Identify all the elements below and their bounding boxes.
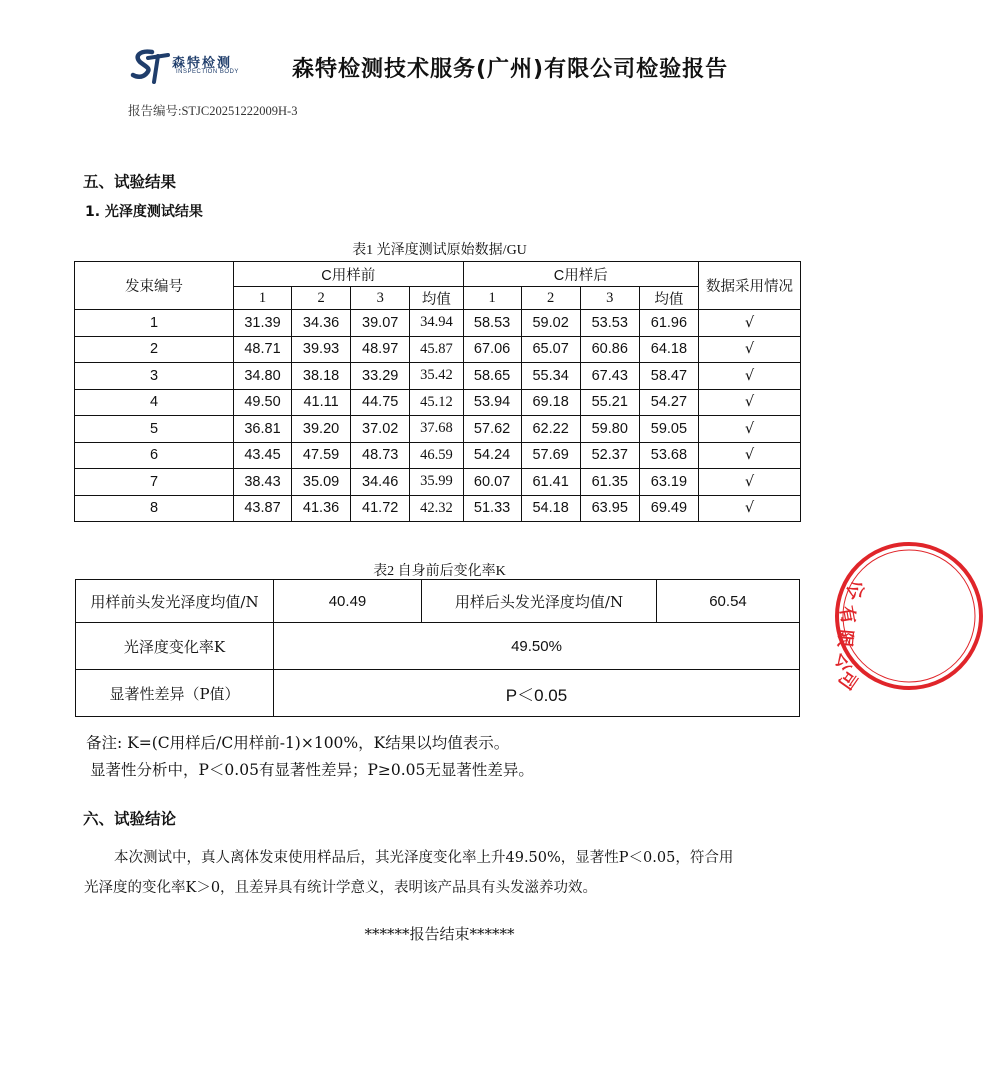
mean-cell: 63.19: [639, 469, 698, 496]
gloss-raw-data-table: [74, 261, 801, 522]
logo-text-cn: 森特检测: [172, 56, 233, 71]
value-cell: 39.20: [292, 416, 351, 443]
bundle-id-cell: 6: [75, 442, 234, 469]
k-value: 49.50%: [274, 623, 800, 670]
adopted-check-cell: √: [699, 363, 801, 390]
adopted-check-cell: √: [699, 442, 801, 469]
value-cell: 47.59: [292, 442, 351, 469]
mean-cell: 58.47: [639, 363, 698, 390]
value-cell: 54.18: [521, 495, 580, 522]
bundle-id-cell: 7: [75, 469, 234, 496]
table-row: [75, 469, 801, 496]
value-cell: 31.39: [234, 310, 292, 337]
value-cell: 58.65: [463, 363, 521, 390]
value-cell: 37.02: [351, 416, 410, 443]
bundle-id-cell: 5: [75, 416, 234, 443]
report-title: 森特检测技术服务(广州)有限公司检验报告: [292, 57, 729, 82]
header-after-group: C用样后: [463, 262, 698, 287]
value-cell: 57.69: [521, 442, 580, 469]
table-row: [75, 336, 801, 363]
p-value: P＜0.05: [274, 670, 800, 717]
value-cell: 52.37: [580, 442, 639, 469]
k-label: 光泽度变化率K: [76, 623, 274, 670]
value-cell: 48.73: [351, 442, 410, 469]
mean-cell: 59.05: [639, 416, 698, 443]
adopted-check-cell: √: [699, 416, 801, 443]
note-formula: 备注: K=(C用样后/C用样前-1)×100%，K结果以均值表示。: [86, 734, 510, 752]
subheader-before-1: 1: [234, 287, 292, 310]
value-cell: 35.09: [292, 469, 351, 496]
change-rate-table: [75, 579, 800, 717]
company-seal: [831, 542, 879, 693]
value-cell: 36.81: [234, 416, 292, 443]
value-cell: 60.07: [463, 469, 521, 496]
mean-cell: 45.12: [410, 389, 463, 416]
value-cell: 34.36: [292, 310, 351, 337]
mean-cell: 69.49: [639, 495, 698, 522]
value-cell: 63.95: [580, 495, 639, 522]
table-row: [75, 442, 801, 469]
subheader-after-1: 1: [463, 287, 521, 310]
section5-title: 五、试验结果: [83, 173, 177, 191]
svg-text:有: 有: [835, 604, 859, 626]
value-cell: 39.93: [292, 336, 351, 363]
logo-text-en: INSPECTION BODY: [176, 69, 239, 75]
value-cell: 33.29: [351, 363, 410, 390]
adopted-check-cell: √: [699, 469, 801, 496]
table-row: [75, 416, 801, 443]
mean-cell: 61.96: [639, 310, 698, 337]
conclusion-line1: 本次测试中，真人离体发束使用样品后，其光泽度变化率上升49.50%，显著性P＜0.05，符合用: [114, 850, 734, 866]
mean-cell: 53.68: [639, 442, 698, 469]
value-cell: 58.53: [463, 310, 521, 337]
value-cell: 54.24: [463, 442, 521, 469]
value-cell: 67.06: [463, 336, 521, 363]
mean-cell: 42.32: [410, 495, 463, 522]
value-cell: 65.07: [521, 336, 580, 363]
value-cell: 55.34: [521, 363, 580, 390]
adopted-check-cell: √: [699, 389, 801, 416]
table1-caption: 表1 光泽度测试原始数据/GU: [352, 243, 527, 258]
p-label: 显著性差异（P值）: [76, 670, 274, 717]
value-cell: 51.33: [463, 495, 521, 522]
adopted-check-cell: √: [699, 310, 801, 337]
value-cell: 41.72: [351, 495, 410, 522]
mean-cell: 34.94: [410, 310, 463, 337]
svg-text:司: 司: [833, 666, 862, 693]
subheader-before-4: 均值: [410, 287, 463, 310]
value-cell: 61.41: [521, 469, 580, 496]
value-cell: 53.94: [463, 389, 521, 416]
section6-title: 六、试验结论: [83, 810, 177, 828]
value-cell: 34.46: [351, 469, 410, 496]
value-cell: 61.35: [580, 469, 639, 496]
value-cell: 43.87: [234, 495, 292, 522]
report-end-marker: ******报告结束******: [364, 925, 515, 943]
value-cell: 59.02: [521, 310, 580, 337]
header-before-group: C用样前: [234, 262, 464, 287]
before-mean-value: 40.49: [274, 580, 422, 623]
mean-cell: 35.42: [410, 363, 463, 390]
subheader-after-2: 2: [521, 287, 580, 310]
table-row: [75, 389, 801, 416]
subheader-before-3: 3: [351, 287, 410, 310]
conclusion-line2: 光泽度的变化率K＞0，且差异具有统计学意义，表明该产品具有头发滋养功效。: [84, 880, 598, 896]
value-cell: 39.07: [351, 310, 410, 337]
mean-cell: 45.87: [410, 336, 463, 363]
subheader-before-2: 2: [292, 287, 351, 310]
after-mean-value: 60.54: [657, 580, 800, 623]
svg-text:公: 公: [841, 577, 869, 604]
mean-cell: 64.18: [639, 336, 698, 363]
value-cell: 41.36: [292, 495, 351, 522]
value-cell: 59.80: [580, 416, 639, 443]
mean-cell: 35.99: [410, 469, 463, 496]
mean-cell: 37.68: [410, 416, 463, 443]
value-cell: 69.18: [521, 389, 580, 416]
before-mean-label: 用样前头发光泽度均值/N: [76, 580, 274, 623]
after-mean-label: 用样后头发光泽度均值/N: [422, 580, 657, 623]
report-number: 报告编号:STJC20251222009H-3: [128, 104, 298, 118]
subheader-after-4: 均值: [639, 287, 698, 310]
subheader-after-3: 3: [580, 287, 639, 310]
value-cell: 48.97: [351, 336, 410, 363]
bundle-id-cell: 3: [75, 363, 234, 390]
table-row: [75, 495, 801, 522]
value-cell: 57.62: [463, 416, 521, 443]
company-logo: [130, 46, 260, 86]
value-cell: 49.50: [234, 389, 292, 416]
value-cell: 41.11: [292, 389, 351, 416]
header-bundle-id: 发束编号: [75, 262, 234, 310]
st-logo-icon: [130, 46, 170, 86]
bundle-id-cell: 2: [75, 336, 234, 363]
table-row: [75, 363, 801, 390]
note-significance: 显著性分析中，P＜0.05有显著性差异；P≥0.05无显著性差异。: [90, 761, 534, 779]
bundle-id-cell: 4: [75, 389, 234, 416]
value-cell: 38.43: [234, 469, 292, 496]
mean-cell: 54.27: [639, 389, 698, 416]
section5-subtitle: 1. 光泽度测试结果: [85, 204, 203, 220]
bundle-id-cell: 8: [75, 495, 234, 522]
seal-stamp-icon: [831, 541, 984, 693]
value-cell: 55.21: [580, 389, 639, 416]
header-adoption: 数据采用情况: [699, 262, 801, 310]
mean-cell: 46.59: [410, 442, 463, 469]
value-cell: 62.22: [521, 416, 580, 443]
svg-text:公: 公: [831, 649, 858, 674]
table-row: [75, 310, 801, 337]
value-cell: 53.53: [580, 310, 639, 337]
bundle-id-cell: 1: [75, 310, 234, 337]
value-cell: 67.43: [580, 363, 639, 390]
adopted-check-cell: √: [699, 336, 801, 363]
value-cell: 34.80: [234, 363, 292, 390]
adopted-check-cell: √: [699, 495, 801, 522]
value-cell: 60.86: [580, 336, 639, 363]
value-cell: 48.71: [234, 336, 292, 363]
table2-caption: 表2 自身前后变化率K: [373, 564, 506, 579]
svg-text:限: 限: [833, 628, 856, 649]
value-cell: 38.18: [292, 363, 351, 390]
value-cell: 43.45: [234, 442, 292, 469]
value-cell: 44.75: [351, 389, 410, 416]
